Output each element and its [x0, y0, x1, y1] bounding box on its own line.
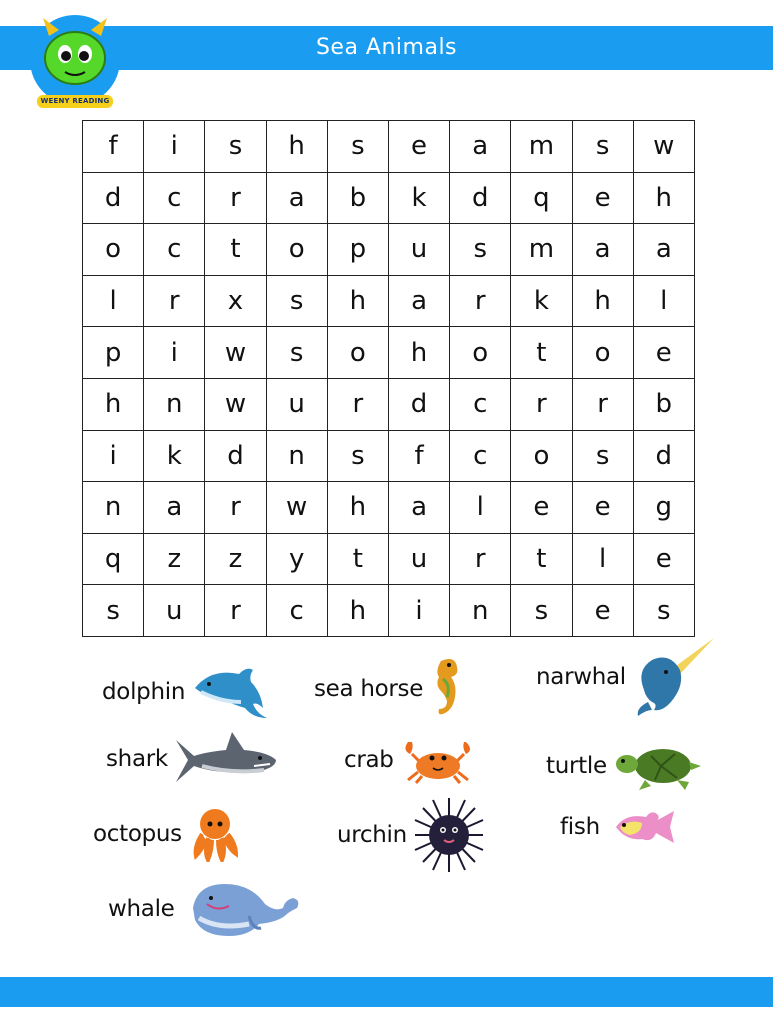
grid-cell: o	[573, 327, 634, 379]
footer-bar	[0, 977, 773, 1007]
grid-cell: a	[389, 276, 450, 328]
shark-icon	[172, 730, 280, 788]
word-search-grid	[82, 120, 695, 637]
grid-cell: e	[573, 482, 634, 534]
grid-cell: l	[450, 482, 511, 534]
grid-cell: a	[450, 121, 511, 173]
word-label: shark	[106, 746, 168, 772]
grid-cell: n	[144, 379, 205, 431]
grid-cell: r	[511, 379, 572, 431]
grid-cell: s	[267, 327, 328, 379]
grid-cell: r	[450, 276, 511, 328]
word-item-octopus	[93, 806, 240, 862]
grid-cell: r	[144, 276, 205, 328]
grid-cell: r	[205, 173, 266, 225]
grid-cell: x	[205, 276, 266, 328]
word-label: dolphin	[102, 679, 186, 705]
grid-cell: r	[205, 482, 266, 534]
word-item-turtle	[546, 740, 703, 792]
grid-cell: o	[450, 327, 511, 379]
seahorse-icon	[427, 655, 467, 723]
grid-cell: k	[389, 173, 450, 225]
grid-cell: h	[328, 585, 389, 637]
grid-cell: h	[573, 276, 634, 328]
word-label: urchin	[337, 822, 407, 848]
grid-cell: a	[267, 173, 328, 225]
grid-cell: s	[267, 276, 328, 328]
grid-cell: m	[511, 121, 572, 173]
grid-cell: w	[267, 482, 328, 534]
grid-cell: s	[634, 585, 695, 637]
word-label: whale	[108, 896, 175, 922]
grid-cell: d	[389, 379, 450, 431]
grid-cell: a	[389, 482, 450, 534]
grid-cell: r	[205, 585, 266, 637]
grid-cell: t	[205, 224, 266, 276]
page-title: Sea Animals	[315, 35, 458, 60]
grid-cell: s	[328, 431, 389, 483]
word-label: narwhal	[536, 664, 626, 690]
grid-cell: k	[144, 431, 205, 483]
grid-cell: a	[634, 224, 695, 276]
logo-text: WEENY READING	[37, 95, 113, 108]
word-label: turtle	[546, 753, 607, 779]
grid-cell: p	[83, 327, 144, 379]
word-item-fish	[560, 805, 676, 849]
grid-cell: s	[328, 121, 389, 173]
word-item-whale	[108, 878, 303, 940]
grid-cell: e	[511, 482, 572, 534]
grid-cell: u	[389, 224, 450, 276]
grid-cell: k	[511, 276, 572, 328]
grid-cell: u	[389, 534, 450, 586]
octopus-icon	[190, 806, 240, 862]
grid-cell: s	[573, 431, 634, 483]
grid-cell: w	[205, 379, 266, 431]
grid-cell: b	[634, 379, 695, 431]
grid-cell: s	[511, 585, 572, 637]
grid-cell: t	[511, 534, 572, 586]
grid-cell: d	[205, 431, 266, 483]
grid-cell: i	[144, 121, 205, 173]
dolphin-icon	[191, 662, 271, 722]
grid-cell: o	[267, 224, 328, 276]
word-item-sea-horse	[314, 655, 467, 723]
grid-cell: t	[511, 327, 572, 379]
grid-cell: m	[511, 224, 572, 276]
grid-cell: b	[328, 173, 389, 225]
crab-icon	[400, 736, 476, 784]
urchin-icon	[413, 796, 485, 874]
grid-cell: l	[573, 534, 634, 586]
grid-cell: e	[634, 534, 695, 586]
grid-cell: w	[205, 327, 266, 379]
grid-cell: g	[634, 482, 695, 534]
grid-cell: h	[267, 121, 328, 173]
word-label: sea horse	[314, 676, 424, 702]
grid-cell: o	[328, 327, 389, 379]
grid-cell: t	[328, 534, 389, 586]
grid-cell: e	[634, 327, 695, 379]
grid-cell: i	[389, 585, 450, 637]
grid-cell: a	[573, 224, 634, 276]
grid-cell: d	[450, 173, 511, 225]
grid-cell: o	[83, 224, 144, 276]
fish-icon	[612, 805, 676, 849]
grid-cell: y	[267, 534, 328, 586]
grid-cell: r	[450, 534, 511, 586]
grid-cell: s	[450, 224, 511, 276]
grid-cell: l	[83, 276, 144, 328]
grid-cell: c	[267, 585, 328, 637]
grid-cell: q	[83, 534, 144, 586]
grid-cell: s	[83, 585, 144, 637]
grid-cell: n	[83, 482, 144, 534]
logo	[29, 14, 121, 114]
grid-cell: q	[511, 173, 572, 225]
word-item-shark	[106, 730, 280, 788]
grid-cell: i	[83, 431, 144, 483]
grid-cell: f	[83, 121, 144, 173]
grid-cell: s	[573, 121, 634, 173]
word-item-dolphin	[102, 662, 271, 722]
grid-cell: o	[511, 431, 572, 483]
grid-cell: n	[267, 431, 328, 483]
word-label: fish	[560, 814, 600, 840]
grid-cell: a	[144, 482, 205, 534]
grid-cell: h	[328, 276, 389, 328]
grid-cell: c	[144, 224, 205, 276]
grid-cell: d	[634, 431, 695, 483]
grid-cell: h	[83, 379, 144, 431]
grid-cell: c	[450, 379, 511, 431]
grid-cell: u	[267, 379, 328, 431]
grid-cell: r	[573, 379, 634, 431]
turtle-icon	[615, 740, 703, 792]
grid-cell: z	[205, 534, 266, 586]
narwhal-icon	[630, 636, 718, 718]
grid-cell: c	[144, 173, 205, 225]
grid-cell: c	[450, 431, 511, 483]
grid-cell: e	[389, 121, 450, 173]
word-item-narwhal	[536, 636, 718, 718]
word-item-crab	[344, 736, 476, 784]
grid-cell: i	[144, 327, 205, 379]
grid-cell: r	[328, 379, 389, 431]
grid-cell: e	[573, 173, 634, 225]
grid-cell: p	[328, 224, 389, 276]
grid-cell: l	[634, 276, 695, 328]
grid-cell: s	[205, 121, 266, 173]
grid-cell: h	[328, 482, 389, 534]
grid-cell: u	[144, 585, 205, 637]
grid-cell: h	[634, 173, 695, 225]
whale-icon	[189, 878, 303, 940]
grid-cell: z	[144, 534, 205, 586]
word-label: octopus	[93, 821, 182, 847]
grid-cell: h	[389, 327, 450, 379]
word-label: crab	[344, 747, 394, 773]
grid-cell: n	[450, 585, 511, 637]
grid-cell: f	[389, 431, 450, 483]
grid-cell: w	[634, 121, 695, 173]
grid-cell: d	[83, 173, 144, 225]
grid-cell: e	[573, 585, 634, 637]
word-item-urchin	[337, 796, 485, 874]
